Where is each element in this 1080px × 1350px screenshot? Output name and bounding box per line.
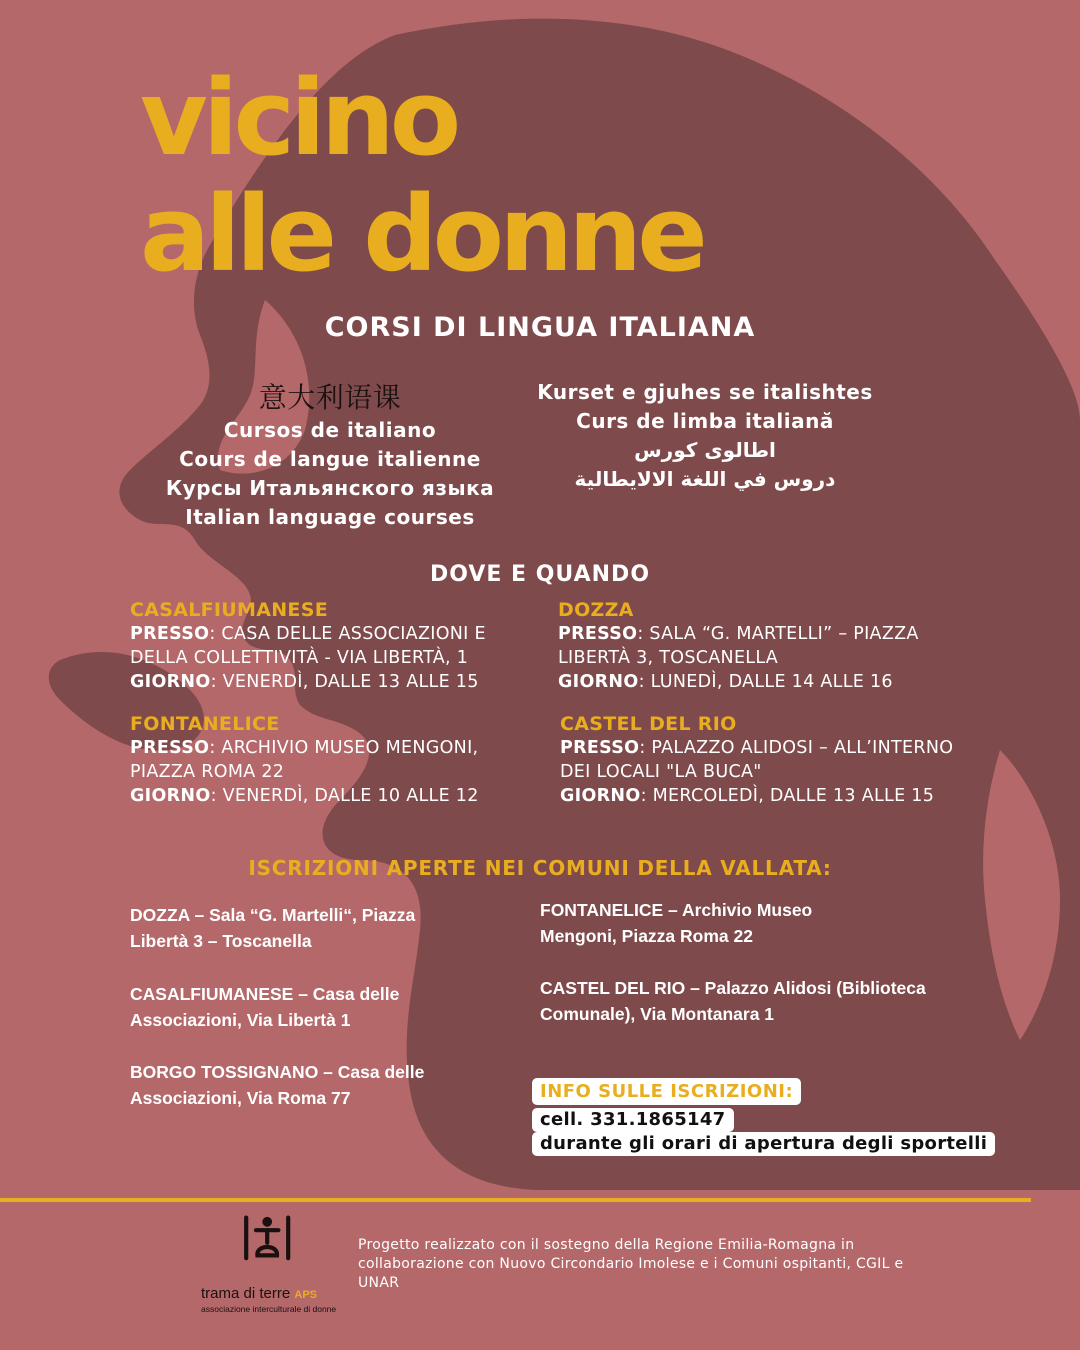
registrations-heading: ISCRIZIONI APERTE NEI COMUNI DELLA VALLATA: (248, 856, 832, 880)
location-presso: SALA “G. MARTELLI” – PIAZZA LIBERTÀ 3, TOSCANELLA (558, 624, 919, 668)
logo-subtitle: associazione interculturale di donne (201, 1304, 337, 1314)
location-name: CASTEL DEL RIO (560, 713, 737, 735)
logo-name (201, 1285, 317, 1302)
location-castel-del-rio: CASTEL DEL RIO PRESSO: PALAZZO ALIDOSI – ALL’INTERNO DEI LOCALI "LA BUCA" GIORNO: MERCOLEDÌ, DALLE 13 ALLE 15 (560, 712, 970, 808)
location-casalfiumanese: CASALFIUMANESE PRESSO: CASA DELLE ASSOCIAZIONI E DELLA COLLETTIVITÀ - VIA LIBERTÀ, 1 GIORNO: VENERDÌ, DALLE 13 ALLE 15 (130, 598, 510, 694)
registration-fontanelice: FONTANELICE – Archivio Museo Mengoni, Piazza Roma 22 (540, 900, 813, 946)
info-phone: cell. 331.1865147 (532, 1108, 734, 1132)
language-russian: Курсы Итальянского языка (165, 476, 495, 500)
giorno-label: GIORNO (130, 672, 211, 692)
languages-left (140, 380, 520, 532)
subtitle: CORSI DI LINGUA ITALIANA (324, 312, 756, 343)
giorno-label: GIORNO (130, 786, 211, 806)
language-arabic: دروس في اللغة الالايطالية (574, 467, 836, 491)
trama-di-terre-logo-icon (200, 1212, 340, 1282)
title-line-1: vicino (140, 57, 457, 179)
language-romanian: Curs de limba italiană (576, 409, 834, 433)
presso-label: PRESSO (560, 738, 640, 758)
giorno-label: GIORNO (560, 786, 641, 806)
giorno-label: GIORNO (558, 672, 639, 692)
languages-right (530, 378, 880, 494)
location-giorno: VENERDÌ, DALLE 10 ALLE 12 (222, 786, 479, 806)
location-presso: PALAZZO ALIDOSI – ALL’INTERNO DEI LOCALI "LA BUCA" (560, 738, 954, 782)
info-label: INFO SULLE ISCRIZIONI: (532, 1078, 801, 1105)
registration-casalfiumanese: CASALFIUMANESE – Casa delle Associazioni, Via Libertà 1 (130, 984, 400, 1030)
registration-castel-del-rio: CASTEL DEL RIO – Palazzo Alidosi (Biblioteca Comunale), Via Montanara 1 (540, 978, 926, 1024)
location-name: CASALFIUMANESE (130, 599, 328, 621)
language-english: Italian language courses (185, 505, 475, 529)
info-hours: durante gli orari di apertura degli sportelli (532, 1132, 995, 1156)
language-french: Cours de langue italienne (179, 447, 481, 471)
location-fontanelice: FONTANELICE PRESSO: ARCHIVIO MUSEO MENGONI, PIAZZA ROMA 22 GIORNO: VENERDÌ, DALLE 10 ALLE 12 (130, 712, 510, 808)
location-giorno: VENERDÌ, DALLE 13 ALLE 15 (222, 672, 479, 692)
footer-divider (0, 1198, 1031, 1202)
location-dozza: DOZZA PRESSO: SALA “G. MARTELLI” – PIAZZA LIBERTÀ 3, TOSCANELLA GIORNO: LUNEDÌ, DALLE 14 ALLE 16 (558, 598, 958, 694)
title-line-2: alle donne (140, 173, 703, 295)
info-box (532, 1078, 995, 1156)
language-spanish: Cursos de italiano (223, 418, 437, 442)
registration-borgo-tossignano: BORGO TOSSIGNANO – Casa delle Associazioni, Via Roma 77 (130, 1062, 425, 1108)
presso-label: PRESSO (130, 624, 210, 644)
location-name: DOZZA (558, 599, 634, 621)
language-albanian: Kurset e gjuhes se italishtes (537, 380, 873, 404)
where-when-heading: DOVE E QUANDO (429, 562, 651, 587)
location-giorno: LUNEDÌ, DALLE 14 ALLE 16 (650, 672, 893, 692)
logo-name-text: trama di terre (201, 1285, 291, 1302)
language-urdu: اطالوی کورس (634, 438, 776, 462)
location-presso: ARCHIVIO MUSEO MENGONI, PIAZZA ROMA 22 (130, 738, 479, 782)
presso-label: PRESSO (558, 624, 638, 644)
registration-dozza: DOZZA – Sala “G. Martelli“, Piazza Libertà 3 – Toscanella (130, 905, 416, 951)
location-giorno: MERCOLEDÌ, DALLE 13 ALLE 15 (652, 786, 935, 806)
footer-text: Progetto realizzato con il sostegno della Regione Emilia-Romagna in collaborazione con Nuovo Circondario Imolese e i Comuni ospitanti, CGIL e UNAR (358, 1237, 904, 1291)
logo-aps: APS (294, 1289, 317, 1301)
presso-label: PRESSO (130, 738, 210, 758)
language-chinese: 意大利语课 (258, 381, 402, 414)
location-name: FONTANELICE (130, 713, 280, 735)
location-presso: CASA DELLE ASSOCIAZIONI E DELLA COLLETTIVITÀ - VIA LIBERTÀ, 1 (130, 624, 486, 668)
